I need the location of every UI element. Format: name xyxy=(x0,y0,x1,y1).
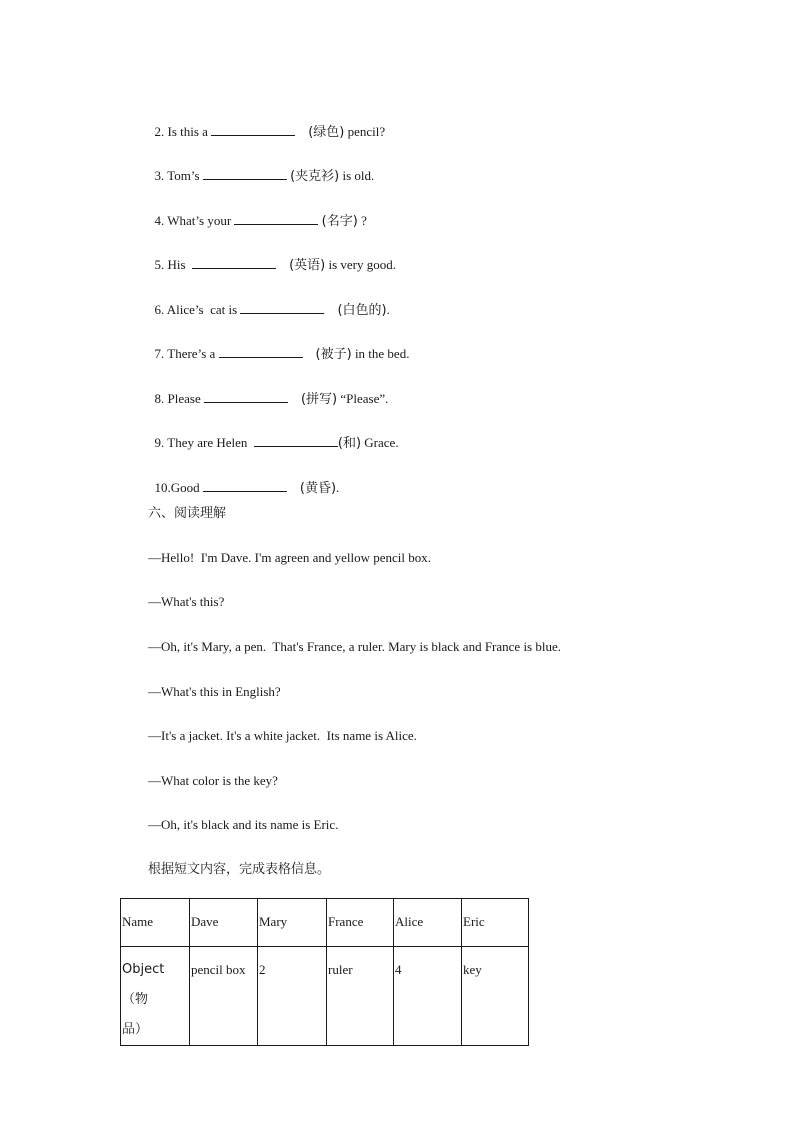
exercise-text: “Please”. xyxy=(340,391,389,406)
exercise-4 xyxy=(148,193,367,231)
answer-blank[interactable] xyxy=(204,389,288,403)
exercise-number: 4. xyxy=(154,213,165,228)
exercise-text: Tom’s xyxy=(167,168,200,183)
chinese-hint: (白色的) xyxy=(337,303,387,318)
exercise-text: . xyxy=(336,480,340,495)
exercise-text: Good xyxy=(170,480,200,495)
exercise-number: 3. xyxy=(154,168,165,183)
exercise-7 xyxy=(148,326,409,364)
table-cell: Eric xyxy=(462,899,529,947)
exercise-text: Please xyxy=(167,391,201,406)
row-label-line: 品） xyxy=(122,1022,149,1037)
exercise-text: They are Helen xyxy=(167,435,248,450)
chinese-hint: (名字) xyxy=(321,214,358,229)
dialogue-line: —It's a jacket. It's a white jacket. Its name is Alice. xyxy=(148,728,417,743)
info-table xyxy=(120,898,529,1046)
chinese-hint: (英语) xyxy=(289,258,326,273)
exercise-8 xyxy=(148,371,388,409)
exercise-2 xyxy=(148,104,385,142)
table-row xyxy=(121,947,529,1046)
table-instruction: 根据短文内容，完成表格信息。 xyxy=(148,862,331,877)
exercise-text: His xyxy=(167,257,186,272)
dialogue-line: —Oh, it's black and its name is Eric. xyxy=(148,817,339,832)
chinese-hint: (绿色) xyxy=(308,125,345,140)
answer-blank[interactable] xyxy=(203,478,287,492)
answer-blank[interactable] xyxy=(192,255,276,269)
table-header-row xyxy=(121,899,529,947)
exercise-text: pencil? xyxy=(347,124,386,139)
exercise-text: There’s a xyxy=(167,346,216,361)
exercise-5 xyxy=(148,237,396,275)
exercise-number: 7. xyxy=(154,346,165,361)
chinese-hint: (黄昏) xyxy=(299,481,337,496)
exercise-number: 10. xyxy=(154,480,171,495)
exercise-text: Alice’s cat is xyxy=(166,302,238,317)
table-cell: 2 xyxy=(258,947,327,1046)
answer-blank[interactable] xyxy=(254,433,338,447)
exercise-text: Grace. xyxy=(364,435,399,450)
table-cell: pencil box xyxy=(190,947,258,1046)
table-cell: key xyxy=(462,947,529,1046)
table-cell: Mary xyxy=(258,899,327,947)
dialogue-line: —What's this? xyxy=(148,594,225,609)
exercise-text: ? xyxy=(361,213,367,228)
table-cell: Dave xyxy=(190,899,258,947)
answer-blank[interactable] xyxy=(240,300,324,314)
section-heading: 六、阅读理解 xyxy=(148,506,227,521)
table-cell: Name xyxy=(121,899,190,947)
exercise-text: What’s your xyxy=(167,213,232,228)
exercise-number: 8. xyxy=(154,391,165,406)
chinese-hint: (被子) xyxy=(315,347,352,362)
answer-blank[interactable] xyxy=(234,211,318,225)
exercise-10 xyxy=(148,460,339,498)
exercise-9 xyxy=(148,415,399,453)
row-label-line: Object（物 xyxy=(122,962,165,1007)
table-cell: France xyxy=(327,899,394,947)
table-cell: ruler xyxy=(327,947,394,1046)
table-cell: 4 xyxy=(394,947,462,1046)
exercise-number: 6. xyxy=(154,302,165,317)
chinese-hint: (拼写) xyxy=(300,392,338,407)
dialogue-line: —Oh, it's Mary, a pen. That's France, a ruler. Mary is black and France is blue. xyxy=(148,639,561,654)
table-cell: Alice xyxy=(394,899,462,947)
chinese-hint: (和) xyxy=(337,436,362,451)
exercise-6 xyxy=(148,282,390,320)
answer-blank[interactable] xyxy=(219,344,303,358)
exercise-3 xyxy=(148,148,374,186)
exercise-text: Is this a xyxy=(167,124,208,139)
exercise-text: is very good. xyxy=(328,257,396,272)
dialogue-line: —Hello! I'm Dave. I'm agreen and yellow pencil box. xyxy=(148,550,432,565)
chinese-hint: (夹克衫) xyxy=(290,169,340,184)
table-row-label xyxy=(121,947,190,1046)
dialogue-line: —What's this in English? xyxy=(148,684,281,699)
answer-blank[interactable] xyxy=(211,122,295,136)
dialogue-line: —What color is the key? xyxy=(148,773,278,788)
exercise-text: is old. xyxy=(342,168,375,183)
exercise-number: 5. xyxy=(154,257,165,272)
answer-blank[interactable] xyxy=(203,166,287,180)
exercise-text: in the bed. xyxy=(354,346,410,361)
exercise-number: 2. xyxy=(154,124,165,139)
exercise-text: . xyxy=(386,302,390,317)
exercise-number: 9. xyxy=(154,435,165,450)
